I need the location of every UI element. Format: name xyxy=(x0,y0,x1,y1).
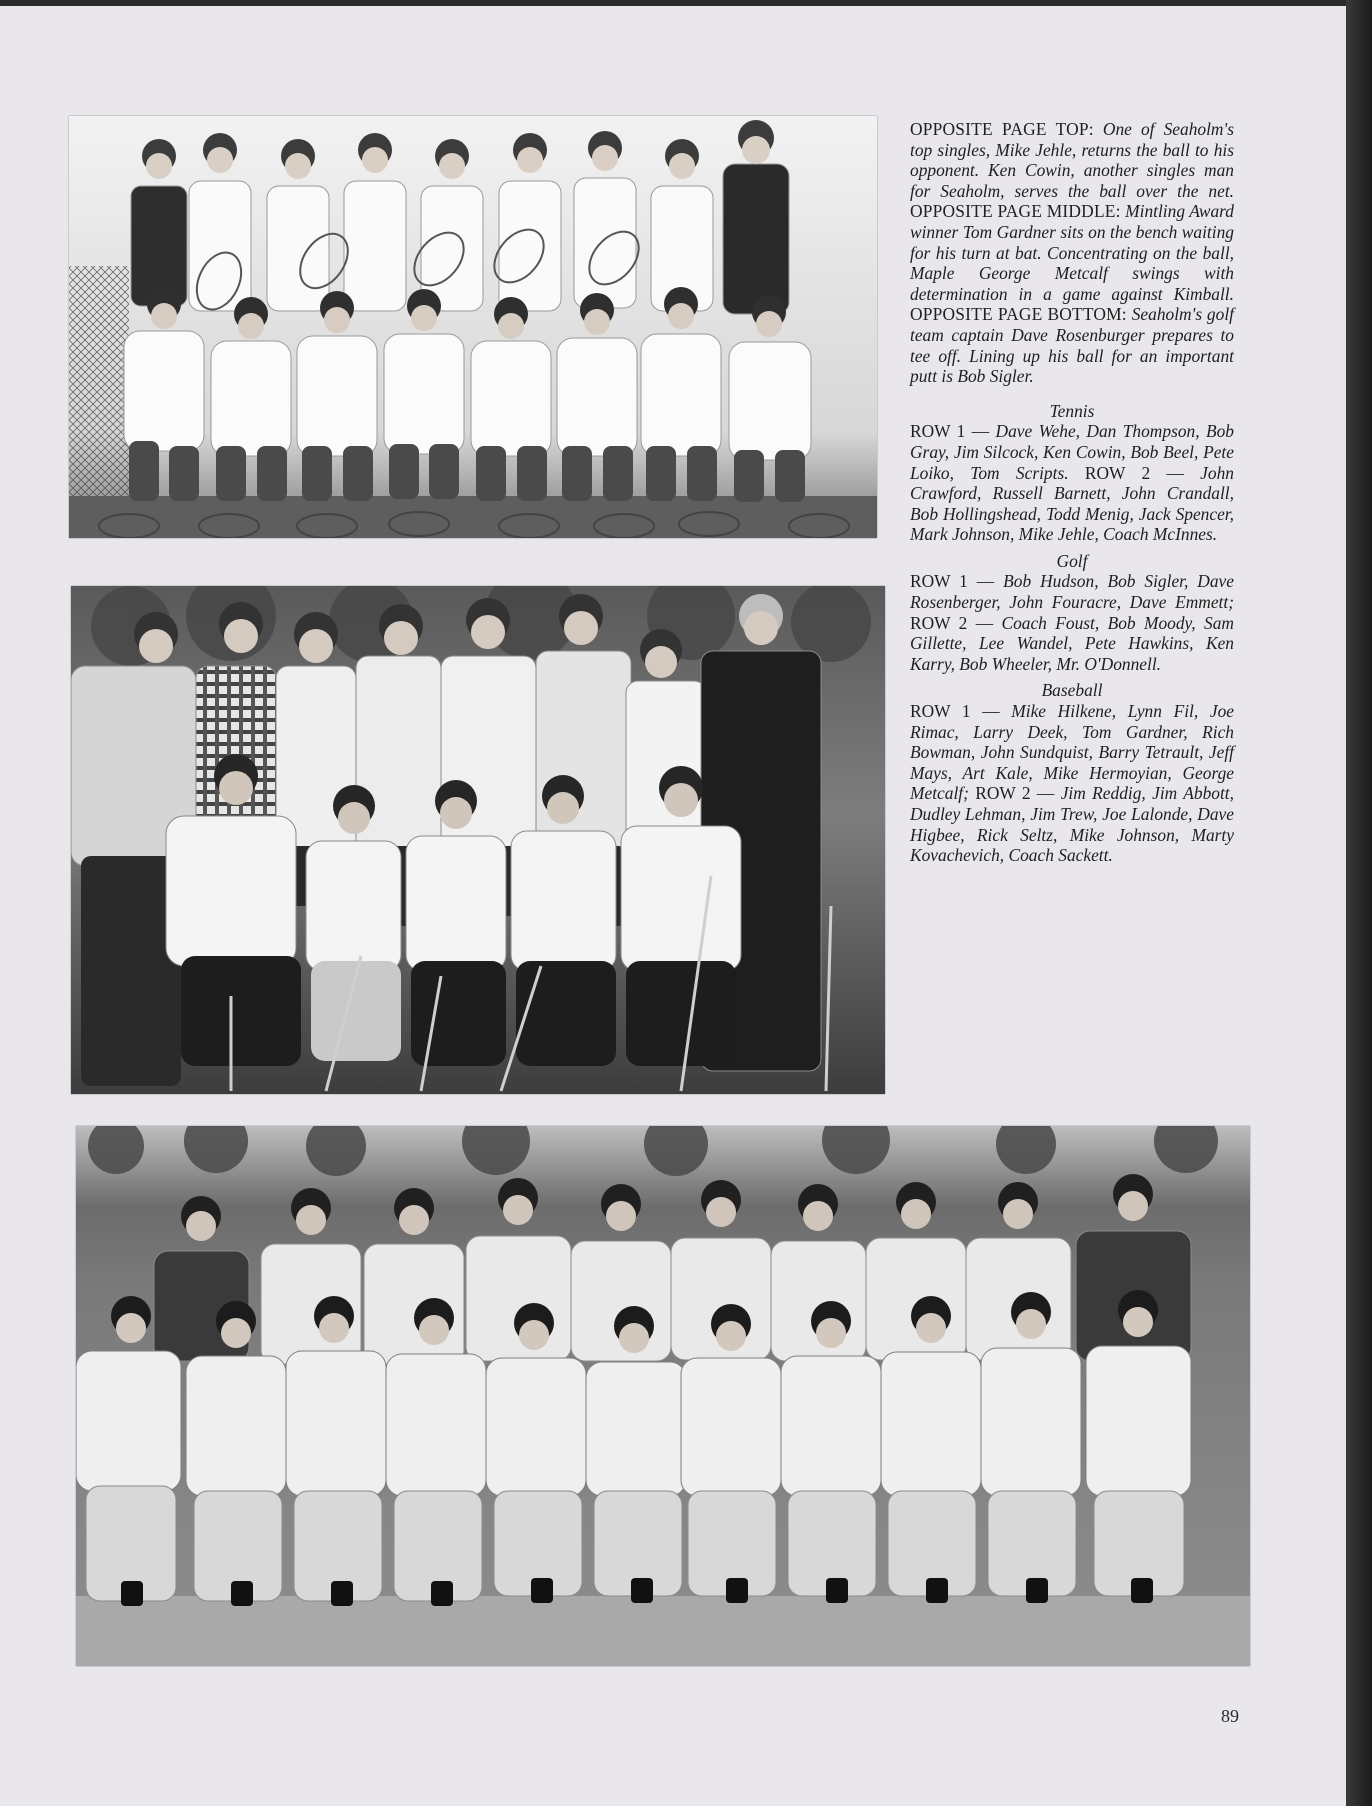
golf-row2-names: Coach Foust, Bob Moody, Sam Gillette, Lee Wandel, Pete Hawkins, Ken Karry, Bob Wheeler, Mr. O'Donnell. xyxy=(910,612,1234,674)
baseball-row1-names: Mike Hilkene, Lynn Fil, Joe Rimac, Larry Deek, Tom Gardner, Rich Bowman, John Sundquist, Barry Tetrault, Jeff Mays, Art Kale, Mike Hermoyian, George Metcalf; xyxy=(910,701,1234,804)
tennis-team-photo xyxy=(69,116,877,538)
caption-lead-bottom: OPPOSITE PAGE BOTTOM: xyxy=(910,304,1127,325)
yearbook-page xyxy=(0,6,1346,1806)
baseball-team-photo xyxy=(76,1126,1250,1666)
golf-row2-label: ROW 2 — xyxy=(910,612,994,633)
tennis-row1-label: ROW 1 — xyxy=(910,421,990,442)
golf-photo-illustration xyxy=(71,586,885,1094)
photo-caption-column xyxy=(910,119,1234,866)
page-number: 89 xyxy=(1221,1706,1239,1726)
baseball-row2-label: ROW 2 — xyxy=(975,783,1055,804)
baseball-row2-names: Jim Reddig, Jim Abbott, Dudley Lehman, Jim Trew, Joe Lalonde, Dave Higbee, Rick Seltz, Mike Johnson, Marty Kovachevich, Coach Sackett. xyxy=(910,783,1234,866)
tennis-row2-label: ROW 2 — xyxy=(1084,462,1184,483)
tennis-row1-names: Dave Wehe, Dan Thompson, Bob Gray, Jim Silcock, Ken Cowin, Bob Beel, Pete Loiko, Tom Scripts. xyxy=(910,421,1234,483)
tennis-photo-illustration xyxy=(69,116,877,538)
golf-team-photo xyxy=(71,586,885,1094)
tennis-roster xyxy=(910,421,1234,545)
caption-lead-middle: OPPOSITE PAGE MIDDLE: xyxy=(910,201,1121,222)
tennis-row2-names: John Crawford, Russell Barnett, John Crandall, Bob Hollingshead, Todd Menig, Jack Spencer, Mark Johnson, Mike Jehle, Coach McInnes. xyxy=(910,462,1234,545)
caption-lead-top: OPPOSITE PAGE TOP: xyxy=(910,119,1094,139)
baseball-row1-label: ROW 1 — xyxy=(910,701,1000,722)
golf-roster xyxy=(910,571,1234,674)
baseball-roster xyxy=(910,701,1234,866)
caption-bottom-text: Seaholm's golf team captain Dave Rosenburger prepares to tee off. Lining up his ball for an important putt is Bob Sigler. xyxy=(910,304,1234,387)
tennis-title: Tennis xyxy=(1049,400,1095,421)
golf-title: Golf xyxy=(1056,550,1088,571)
binding-edge xyxy=(1346,0,1372,1806)
caption-top-text: One of Seaholm's top singles, Mike Jehle, returns the ball to his opponent. Ken Cowin, another singles man for Seaholm, serves the ball over the net. xyxy=(910,119,1234,201)
golf-row1-label: ROW 1 — xyxy=(910,571,995,592)
caption-middle-text: Mintling Award winner Tom Gardner sits on the bench waiting for his turn at bat. Concentrating on the ball, Maple George Metcalf swings with determination in a game against Kimball. xyxy=(910,201,1234,304)
baseball-photo-illustration xyxy=(76,1126,1250,1666)
baseball-title: Baseball xyxy=(1041,680,1103,701)
golf-row1-names: Bob Hudson, Bob Sigler, Dave Rosenberger, John Fouracre, Dave Emmett; xyxy=(910,571,1234,613)
opposite-page-caption xyxy=(910,119,1234,387)
